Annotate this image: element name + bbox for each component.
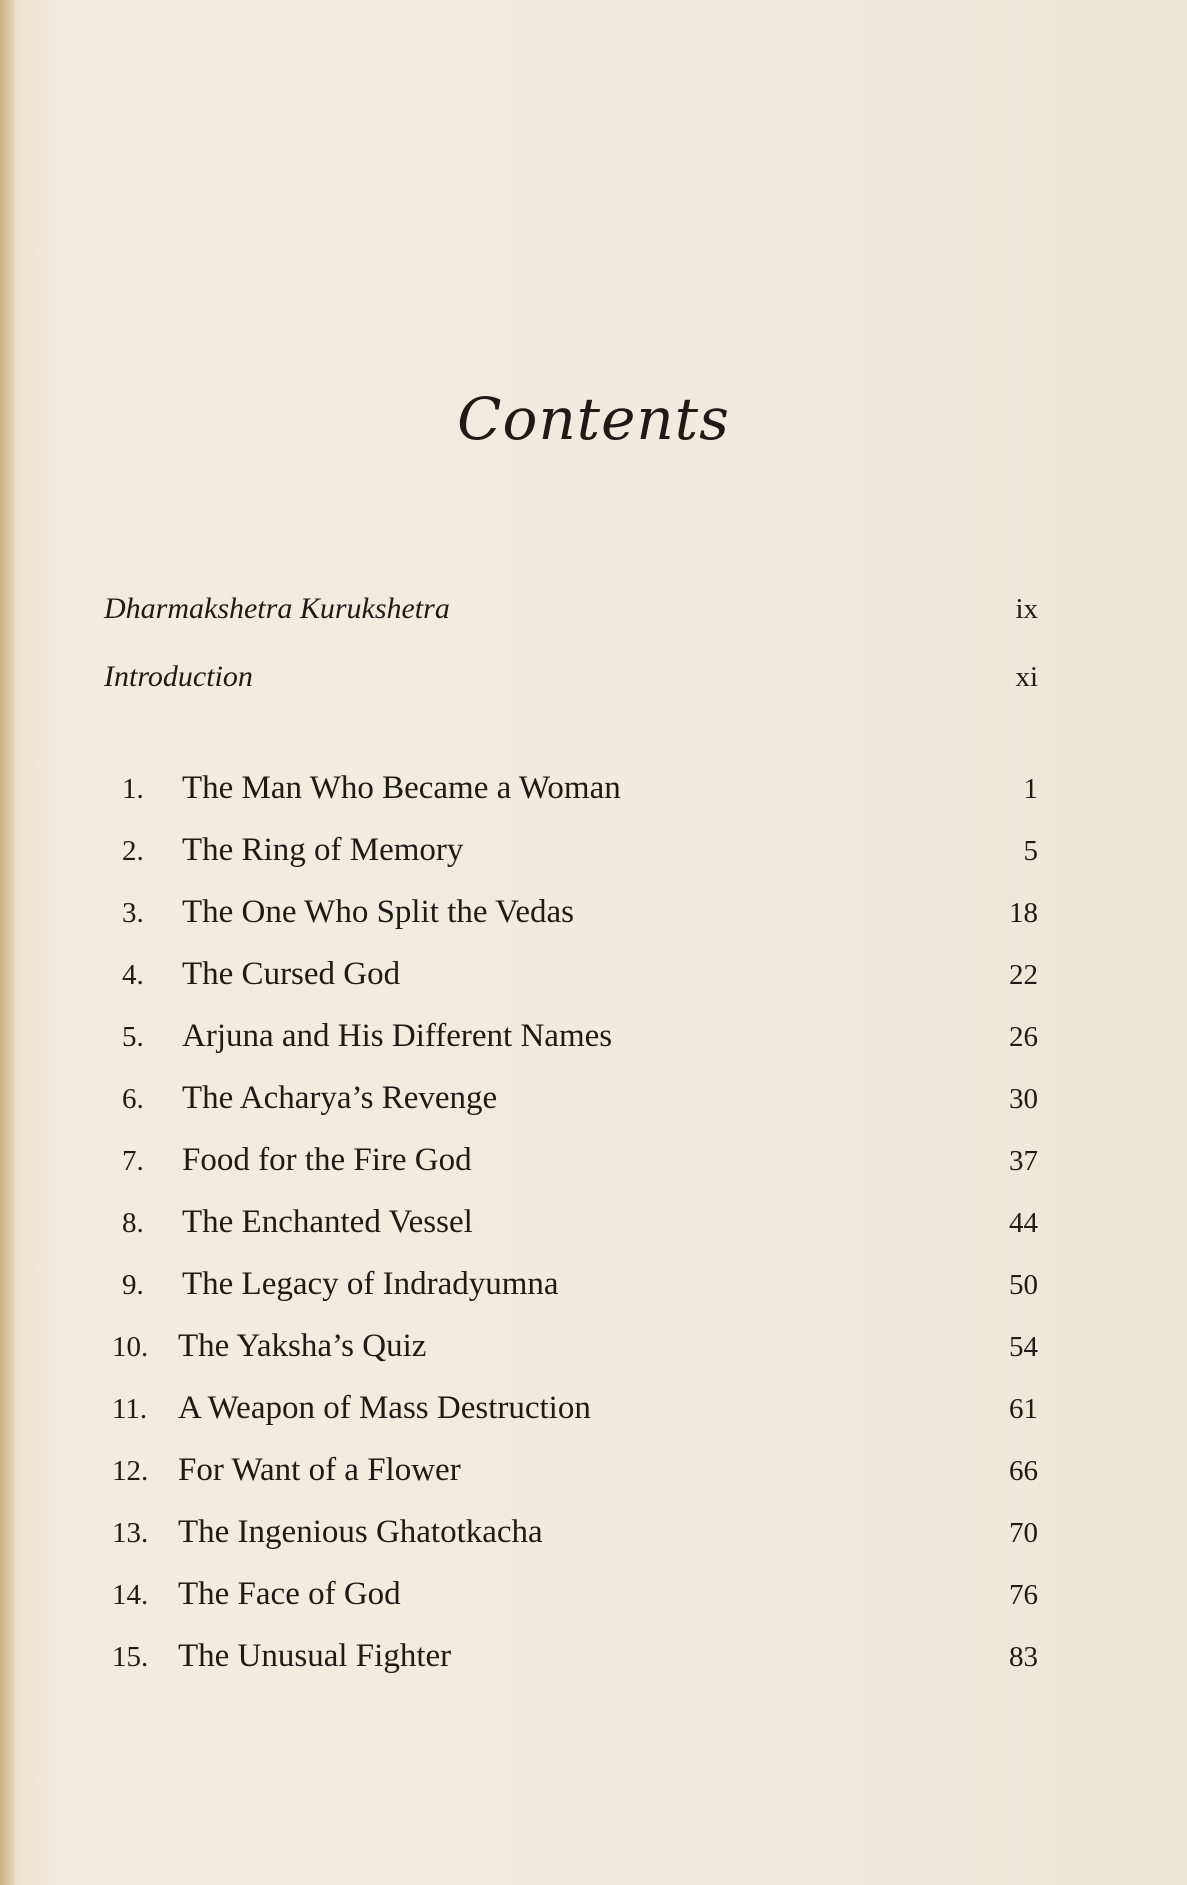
toc-entry [104,1266,1038,1310]
chapter-title: The Face of God [178,1576,401,1612]
chapter-number: 15. [112,1641,149,1673]
toc-entry [104,770,1038,814]
chapter-page: 30 [1009,1083,1038,1115]
toc-entry [104,894,1038,938]
chapter-title: The One Who Split the Vedas [182,894,574,930]
toc-entry [104,1018,1038,1062]
chapter-page: 26 [1009,1021,1038,1053]
chapter-title: The Unusual Fighter [178,1638,452,1674]
chapter-page: 44 [1009,1207,1038,1239]
chapter-number: 9. [122,1269,144,1301]
chapter-page: 18 [1009,897,1038,929]
chapter-page: 76 [1009,1579,1038,1611]
chapter-number: 4. [122,959,144,991]
chapter-page: 5 [1023,835,1038,867]
chapter-page: 22 [1009,959,1038,991]
chapter-number: 12. [112,1455,149,1487]
chapter-title: The Ingenious Ghatotkacha [178,1514,543,1550]
front-matter-page: ix [1015,593,1038,625]
chapter-number: 1. [122,773,144,805]
front-matter-entry [104,660,1038,704]
chapter-page: 66 [1009,1455,1038,1487]
chapter-title: The Acharya’s Revenge [182,1080,498,1116]
chapter-title: The Yaksha’s Quiz [178,1328,427,1364]
front-matter-title: Introduction [104,660,253,693]
chapter-number: 5. [122,1021,144,1053]
toc-entry [104,1142,1038,1186]
chapter-number: 10. [112,1331,149,1363]
toc-entry [104,1638,1038,1682]
chapter-page: 1 [1023,773,1038,805]
chapter-title: A Weapon of Mass Destruction [178,1390,591,1426]
toc-entry [104,1204,1038,1248]
toc-entry [104,1080,1038,1124]
toc-entry [104,1514,1038,1558]
chapter-title: For Want of a Flower [178,1452,461,1488]
chapter-number: 2. [122,835,144,867]
toc-entry [104,832,1038,876]
chapter-number: 11. [112,1393,148,1425]
chapter-number: 13. [112,1517,149,1549]
chapter-page: 50 [1009,1269,1038,1301]
front-matter-entry [104,592,1038,636]
chapter-number: 6. [122,1083,144,1115]
front-matter-title: Dharmakshetra Kurukshetra [104,592,450,625]
chapter-number: 8. [122,1207,144,1239]
toc-entry [104,1576,1038,1620]
chapter-title: The Ring of Memory [182,832,464,868]
chapter-page: 83 [1009,1641,1038,1673]
page-title: Contents [457,385,730,453]
toc-entry [104,1452,1038,1496]
page-spine-edge [0,0,14,1885]
toc-entry [104,956,1038,1000]
chapter-title: Food for the Fire God [182,1142,472,1178]
chapter-page: 54 [1009,1331,1038,1363]
chapter-title: The Enchanted Vessel [182,1204,473,1240]
chapter-number: 7. [122,1145,144,1177]
chapter-title: The Cursed God [182,956,401,992]
chapter-page: 37 [1009,1145,1038,1177]
chapter-number: 3. [122,897,144,929]
toc-entry [104,1390,1038,1434]
chapter-page: 70 [1009,1517,1038,1549]
chapter-title: The Legacy of Indradyumna [182,1266,559,1302]
chapter-title: The Man Who Became a Woman [182,770,621,806]
toc-entry [104,1328,1038,1372]
chapter-number: 14. [112,1579,149,1611]
chapter-page: 61 [1009,1393,1038,1425]
front-matter-page: xi [1015,661,1038,693]
chapter-title: Arjuna and His Different Names [182,1018,613,1054]
